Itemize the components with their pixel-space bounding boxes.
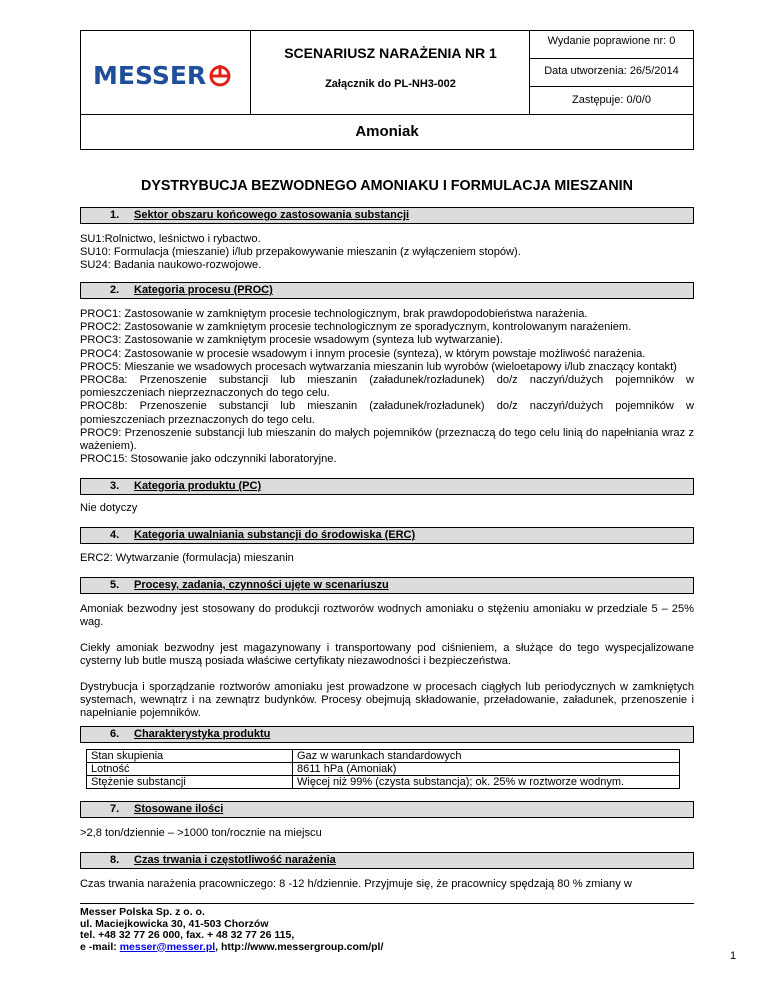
section-header-7 [80,801,694,818]
product-properties-table [86,749,680,789]
section-title: Stosowane ilości [134,803,224,815]
section-title: Procesy, zadania, czynności ujęte w scenariuszu [134,579,389,591]
su1-line: SU1:Rolnictwo, leśnictwo i rybactwo. [80,233,261,245]
section-number: 1. [110,209,120,221]
proc9-line: PROC9: Przenoszenie substancji lub mieszanin do małych pojemników (przeznaczą do tego celu linią do napełniania wraz z ważeniem). [80,426,694,453]
section-header-8 [80,852,694,869]
section-header-2 [80,282,694,299]
section-title: Kategoria procesu (PROC) [134,284,273,296]
section-title: Czas trwania i częstotliwość narażenia [134,854,336,866]
section-title: Kategoria uwalniania substancji do środowiska (ERC) [134,529,416,541]
section-number: 5. [110,579,120,591]
revision-cell [530,31,695,114]
section-5-paragraph-1: Amoniak bezwodny jest stosowany do produkcji roztworów wodnych amoniaku o stężeniu amoniaku w przedziale 5 – 25% wag. [80,603,694,629]
table-row [87,776,680,789]
section-3-body: Nie dotyczy [80,502,138,514]
company-address: ul. Maciejkowicka 30, 41-503 Chorzów [80,917,269,930]
section-title: Kategoria produktu (PC) [134,480,262,492]
su24-line: SU24: Badania naukowo-rozwojowe. [80,259,262,272]
proc3-line: PROC3: Zastosowanie w zamkniętym procesie wsadowym (synteza lub wytwarzanie). [80,334,503,347]
su10-line: SU10: Formulacja (mieszanie) i/lub przepakowywanie mieszanin (z wyłączeniem stopów). [80,246,521,259]
title-cell [251,31,530,114]
property-name: Stan skupienia [87,750,293,763]
header-table [80,30,694,150]
scenario-title: SCENARIUSZ NARAŻENIA NR 1 [284,45,497,61]
footer-divider [80,903,694,904]
section-header-4 [80,527,694,544]
section-8-body: Czas trwania narażenia pracowniczego: 8 -12 h/dziennie. Przyjmuje się, że pracownicy spędzają 80 % zmiany w [80,878,632,890]
messer-emblem-icon [208,64,232,88]
section-2-body [80,308,694,466]
substance-name: Amoniak [355,123,419,140]
page-number: 1 [730,950,737,962]
proc2-line: PROC2: Zastosowanie w zamkniętym procesie technologicznym ze sporadycznym, kontrolowanym narażeniem. [80,321,632,334]
property-name: Stężenie substancji [87,776,293,789]
section-4-body: ERC2: Wytwarzanie (formulacja) mieszanin [80,552,294,564]
document-title: DYSTRYBUCJA BEZWODNEGO AMONIAKU I FORMULACJA MIESZANIN [141,178,633,194]
replaces-label: Zastępuje: 0/0/0 [572,94,651,106]
section-number: 6. [110,728,120,740]
property-value: Gaz w warunkach standardowych [293,750,680,763]
proc5-line: PROC5: Mieszanie we wsadowych procesach wytwarzania mieszanin lub wyrobów (wieloetapowy i/lub znaczący kontakt) [80,360,677,373]
property-value: 8611 hPa (Amoniak) [293,763,680,776]
company-name: Messer Polska Sp. z o. o. [80,906,205,918]
proc15-line: PROC15: Stosowanie jako odczynniki laboratoryjne. [80,453,337,466]
attachment-label: Załącznik do PL-NH3-002 [325,78,456,90]
revision-number: Wydanie poprawione nr: 0 [530,35,693,59]
section-7-body: >2,8 ton/dziennie – >1000 ton/rocznie na miejscu [80,827,322,839]
property-name: Lotność [87,763,293,776]
proc8a-line: PROC8a: Przenoszenie substancji lub mieszanin (załadunek/rozładunek) do/z naczyń/dużych pojemników w pomieszczeniach nieprzeznaczonych do tego celu. [80,374,694,400]
property-value: Więcej niż 99% (czysta substancja); ok. 25% w roztworze wodnym. [293,776,680,789]
messer-logo [93,61,232,90]
section-header-3 [80,478,694,495]
table-row [87,763,680,776]
logo-cell [81,31,251,114]
proc4-line: PROC4: Zastosowanie w procesie wsadowym i innym procesie (synteza), w którym powstaje możliwość narażenia. [80,347,646,360]
table-row [87,750,680,763]
footer [80,907,383,953]
creation-date: Data utworzenia: 26/5/2014 [530,59,693,87]
section-number: 7. [110,803,120,815]
proc8b-line: PROC8b: Przenoszenie substancji lub mieszanin (załadunek/rozładunek) do/z naczyń/dużych pojemników w pomieszczeniach przeznaczonych do tego celu. [80,400,694,426]
section-header-5 [80,577,694,594]
substance-cell [81,114,693,150]
contact-line [80,942,383,954]
section-title: Charakterystyka produktu [134,728,271,740]
section-header-6 [80,726,694,743]
company-phone: tel. +48 32 77 26 000, fax. + 48 32 77 26 115, [80,929,295,941]
section-5-paragraph-2: Ciekły amoniak bezwodny jest magazynowany i transportowany pod ciśnieniem, a służące do tego wyspecjalizowane cysterny lub butle muszą posiada właściwe certyfikaty niezawodności i bezpieczeństwa. [80,642,694,668]
section-number: 2. [110,284,120,296]
section-number: 8. [110,854,120,866]
logo-text: MESSER [93,61,207,90]
section-1-body [80,233,694,273]
website-text: , http://www.messergroup.com/pl/ [215,940,384,953]
section-5-paragraph-3: Dystrybucja i sporządzanie roztworów amoniaku jest prowadzone w procesach ciągłych lub periodycznych w zamkniętych systemach, wewnątrz i na zewnątrz budynków. Procesy obejmują składowanie, przeładowanie, załadunek, przenoszenie i napełnianie pojemników. [80,681,694,720]
section-number: 4. [110,529,120,541]
section-header-1 [80,207,694,224]
section-number: 3. [110,480,120,492]
proc1-line: PROC1: Zastosowanie w zamkniętym procesie technologicznym, brak prawdopodobieństwa narażenia. [80,308,588,320]
section-title: Sektor obszaru końcowego zastosowania substancji [134,209,410,221]
email-link[interactable]: messer@messer.pl [119,940,216,953]
email-label: e -mail: [80,940,120,953]
